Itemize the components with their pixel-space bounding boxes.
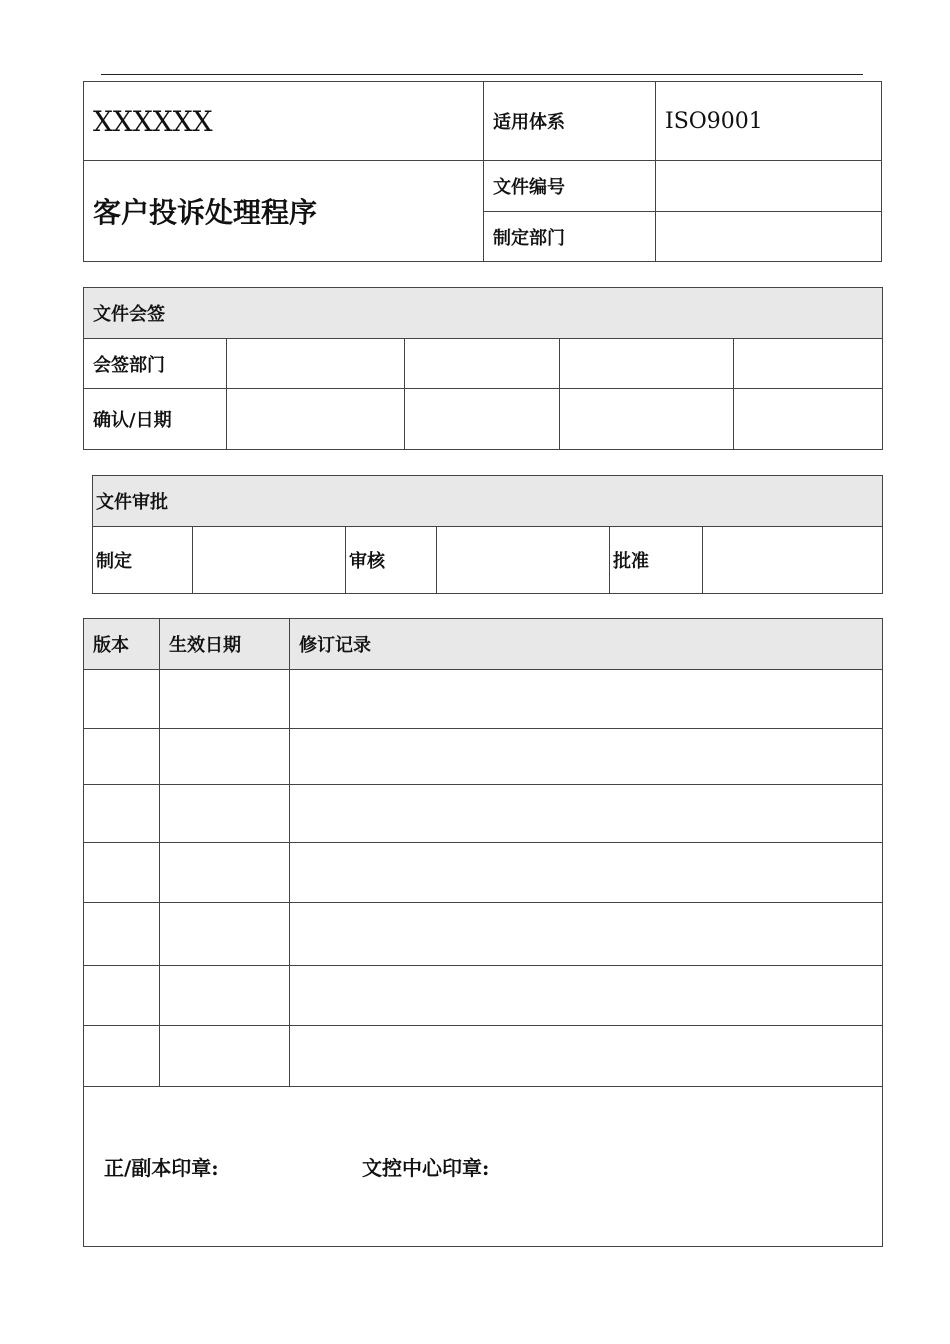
date-cell[interactable] [160,843,290,903]
copy-stamp-label: 正/副本印章: [104,1156,219,1180]
system-value: ISO9001 [656,82,882,161]
countersign-confirm-cell[interactable] [405,389,560,450]
countersign-table [83,287,883,450]
approve-cell[interactable] [703,527,883,594]
make-label: 制定 [93,527,193,594]
countersign-confirm-cell[interactable] [734,389,883,450]
version-cell[interactable] [84,903,160,966]
version-cell[interactable] [84,729,160,785]
table-row [84,966,883,1026]
review-label: 审核 [346,527,437,594]
date-cell[interactable] [160,903,290,966]
company-name: XXXXXX [84,82,484,161]
record-cell[interactable] [290,903,883,966]
header-table [83,81,882,262]
countersign-confirm-label: 确认/日期 [84,389,227,450]
approve-label: 批准 [610,527,703,594]
table-row [84,729,883,785]
countersign-dept-cell[interactable] [227,339,405,389]
version-cell[interactable] [84,843,160,903]
countersign-dept-cell[interactable] [734,339,883,389]
col-revision-record: 修订记录 [290,619,883,670]
system-label: 适用体系 [484,82,656,161]
doc-title: 客户投诉处理程序 [84,161,484,262]
dept-value[interactable] [656,212,882,262]
control-stamp-label: 文控中心印章: [362,1156,490,1180]
countersign-dept-cell[interactable] [560,339,734,389]
date-cell[interactable] [160,785,290,843]
approval-title: 文件审批 [93,476,883,527]
approval-table [92,475,883,594]
stamp-area [84,1087,883,1247]
table-row [84,843,883,903]
date-cell[interactable] [160,729,290,785]
dept-label: 制定部门 [484,212,656,262]
record-cell[interactable] [290,966,883,1026]
version-cell[interactable] [84,1026,160,1087]
doc-no-label: 文件编号 [484,161,656,212]
date-cell[interactable] [160,966,290,1026]
table-row [84,1026,883,1087]
countersign-dept-label: 会签部门 [84,339,227,389]
table-row [84,785,883,843]
col-effective-date: 生效日期 [160,619,290,670]
make-cell[interactable] [193,527,346,594]
countersign-confirm-cell[interactable] [227,389,405,450]
header-rule [101,74,863,75]
table-row [84,670,883,729]
countersign-title: 文件会签 [84,288,883,339]
table-row [84,903,883,966]
revision-table [83,618,883,1247]
date-cell[interactable] [160,670,290,729]
date-cell[interactable] [160,1026,290,1087]
record-cell[interactable] [290,729,883,785]
record-cell[interactable] [290,785,883,843]
record-cell[interactable] [290,1026,883,1087]
version-cell[interactable] [84,670,160,729]
countersign-confirm-cell[interactable] [560,389,734,450]
col-version: 版本 [84,619,160,670]
review-cell[interactable] [437,527,610,594]
doc-no-value[interactable] [656,161,882,212]
version-cell[interactable] [84,966,160,1026]
record-cell[interactable] [290,670,883,729]
version-cell[interactable] [84,785,160,843]
record-cell[interactable] [290,843,883,903]
countersign-dept-cell[interactable] [405,339,560,389]
